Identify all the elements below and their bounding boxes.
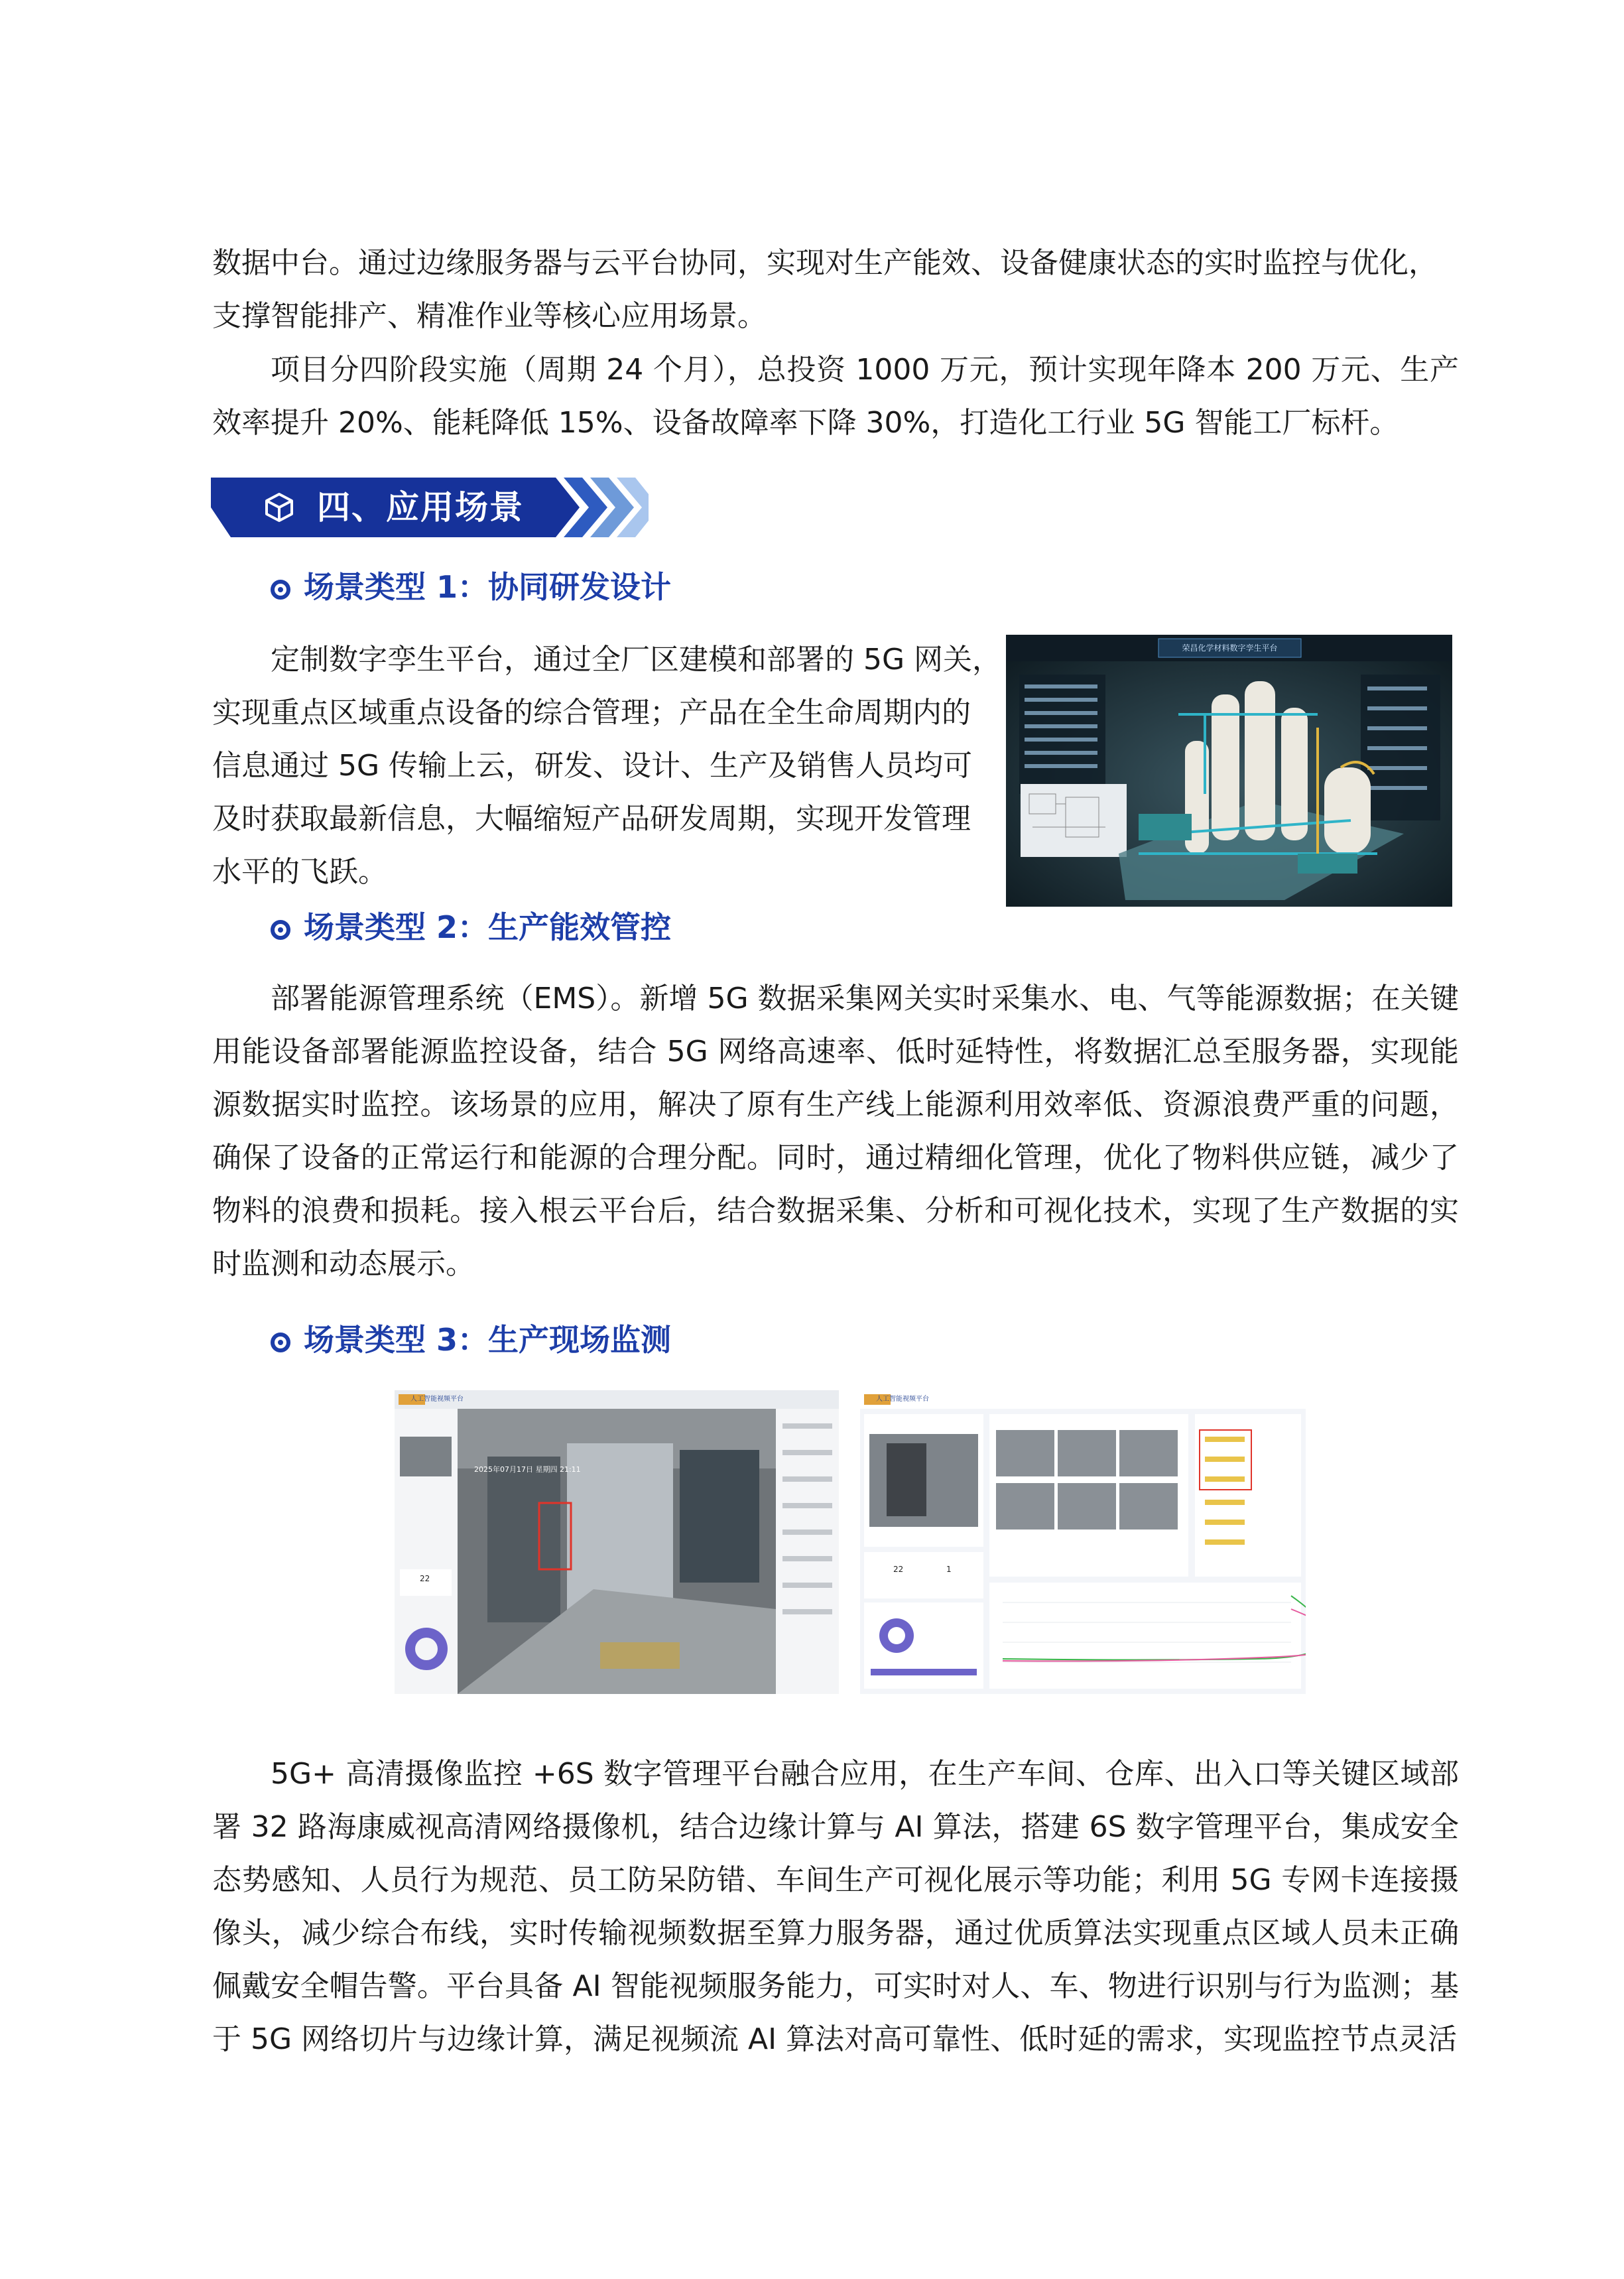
scene-1-line-3: 信息通过 5G 传输上云，研发、设计、生产及销售人员均可 bbox=[212, 749, 973, 783]
video-platform-dashboard-figure bbox=[860, 1390, 1306, 1694]
video-platform-live-figure bbox=[395, 1390, 839, 1694]
digital-twin-figure bbox=[1006, 635, 1452, 907]
alarm-count: 22 bbox=[420, 1574, 430, 1583]
dashboard-count-a: 22 bbox=[893, 1565, 904, 1574]
scene-2-heading-text: 场景类型 2：生产能效管控 bbox=[304, 909, 672, 945]
scene-3-paragraph: 5G+ 高清摄像监控 +6S 数字管理平台融合应用，在生产车间、仓库、出入口等关键区域部署 32 路海康威视高清网络摄像机，结合边缘计算与 AI 算法，搭建 6S 数字管理平台，集成安全态势感知、人员行为规范、员工防呆防错、车间生产可视化展示等功能；利用 5G 专网卡连接摄像头，减少综合布线，实时传输视频数据至算力服务器，通过优质算法实现重点区域人员未正确佩戴安全帽告警。平台具备 AI 智能视频服务能力，可实时对人、车、物进行识别与行为监测；基于 5G 网络切片与边缘计算，满足视频流 AI 算法对高可靠性、低时延的需求，实现监控节点灵活 bbox=[212, 1757, 1459, 2056]
video-platform-app-title: 人工智能视频平台 bbox=[410, 1396, 464, 1403]
scene-2-heading bbox=[271, 904, 671, 950]
digital-twin-illustration bbox=[1006, 635, 1452, 907]
scene-1-line-4: 及时获取最新信息，大幅缩短产品研发周期，实现开发管理 bbox=[212, 802, 971, 836]
scene-3-heading bbox=[271, 1317, 671, 1363]
scene-1-line-1: 定制数字孪生平台，通过全厂区建模和部署的 5G 网关， bbox=[271, 643, 1002, 677]
target-bullet-icon bbox=[271, 580, 290, 600]
target-bullet-icon bbox=[271, 920, 290, 940]
digital-twin-title: 荣昌化学材料数字孪生平台 bbox=[1182, 643, 1278, 653]
investment-paragraph: 项目分四阶段实施（周期 24 个月），总投资 1000 万元，预计实现年降本 200 万元、生产效率提升 20%、能耗降低 15%、设备故障率下降 30%，打造化工行业 5G 智能工厂标杆。 bbox=[212, 353, 1459, 440]
intro-paragraph-line-2: 支撑智能排产、精准作业等核心应用场景。 bbox=[212, 299, 767, 333]
dashboard-count-b: 1 bbox=[946, 1565, 952, 1574]
scene-1-line-2: 实现重点区域重点设备的综合管理；产品在全生命周期内的 bbox=[212, 696, 971, 730]
scene-1-heading-text: 场景类型 1：协同研发设计 bbox=[304, 569, 672, 605]
target-bullet-icon bbox=[271, 1333, 290, 1352]
intro-paragraph-line-1: 数据中台。通过边缘服务器与云平台协同，实现对生产能效、设备健康状态的实时监控与优化， bbox=[212, 246, 1438, 280]
section-title: 四、应用场景 bbox=[317, 488, 524, 527]
camera-timestamp: 2025年07月17日 星期四 21:11 bbox=[474, 1465, 581, 1474]
cube-icon bbox=[264, 492, 294, 523]
scene-1-heading bbox=[271, 564, 671, 610]
dashboard-app-title: 人工智能视频平台 bbox=[876, 1396, 929, 1403]
section-banner bbox=[211, 478, 649, 537]
scene-1-line-5: 水平的飞跃。 bbox=[212, 855, 387, 889]
scene-3-heading-text: 场景类型 3：生产现场监测 bbox=[304, 1322, 672, 1358]
video-platform-live-illustration bbox=[395, 1390, 839, 1694]
video-platform-dashboard-illustration bbox=[860, 1390, 1306, 1694]
scene-2-paragraph: 部署能源管理系统（EMS）。新增 5G 数据采集网关实时采集水、电、气等能源数据；在关键用能设备部署能源监控设备，结合 5G 网络高速率、低时延特性，将数据汇总至服务器，实现能源数据实时监控。该场景的应用，解决了原有生产线上能源利用效率低、资源浪费严重的问题，确保了设备的正常运行和能源的合理分配。同时，通过精细化管理，优化了物料供应链，减少了物料的浪费和损耗。接入根云平台后，结合数据采集、分析和可视化技术，实现了生产数据的实时监测和动态展示。 bbox=[212, 982, 1459, 1281]
